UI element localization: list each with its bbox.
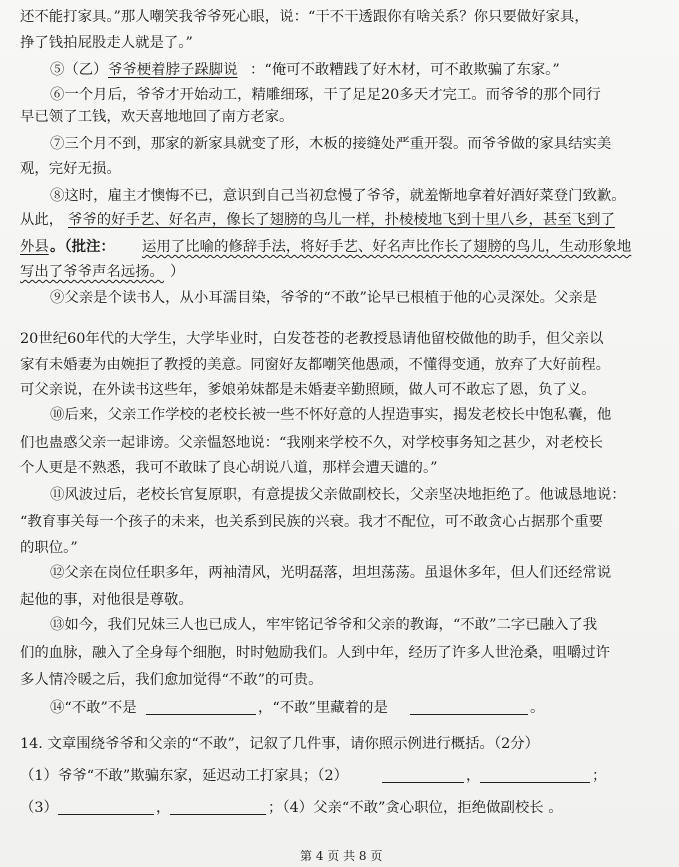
line-text: 挣了钱拍屁股走人就是了。” [20,35,193,51]
line-text: ； [592,768,607,784]
question-14-prompt: 14. 文章围绕爷爷和父亲的“不敢”，记叙了几件事，请你照示例进行概括。（2分） [20,736,540,752]
line-text: ， [156,800,171,816]
line-text: 。 [530,700,545,716]
answer-blank[interactable] [382,768,464,783]
page-number: 第 4 页 共 8 页 [300,849,383,863]
line-text: ⑨父亲是个读书人，从小耳濡目染，爷爷的“不敢”论早已根植于他的心灵深处。父亲是 [50,290,598,306]
line-text: ⑦三个月不到，那家的新家具就变了形，木板的接缝处严重开裂。而爷爷做的家具结实美 [50,136,612,152]
line-text: 从此， [20,212,64,228]
line-text: 的职位。” [20,540,78,556]
line-text: 起他的事，对他很是尊敬。 [20,592,193,608]
line-text: ⑬如今，我们兄妹三人也已成人，牢牢铭记爷爷和父亲的教诲，“不敢”二字已融入了我 [50,617,598,633]
line-text: ；（4）父亲“不敢”贪心职位，拒绝做副校长 。 [268,800,563,816]
line-text: ） [170,264,185,280]
line-text: （1）爷爷“不敢”欺骗东家，延迟动工打家具；（2） [20,768,349,784]
line-text: 家有未婚妻为由婉拒了教授的美意。同窗好友都嘲笑他愚顽，不懂得变通，放弃了大好前程。 [20,357,611,373]
line-text: 还不能打家具。”那人嘲笑我爷爷死心眼，说：“干不干透跟你有啥关系？你只要做好家具， [20,9,589,25]
line-text: 早已领了工钱，欢天喜地地回了南方老家。 [20,109,294,125]
annotation-text: 运用了比喻的修辞手法，将好手艺、好名声比作长了翅膀的鸟儿，生动形象地 [142,239,632,255]
underlined-word: 外县 [20,239,49,255]
line-text: ⑧这时，雇主才懊悔不已，意识到自己当初怠慢了爷爷，就羞惭地拿着好酒好菜登门致歉。 [50,188,626,204]
answer-blank[interactable] [480,768,590,783]
line-text: 多人情冷暖之后，我们愈加觉得“不敢”的可贵。 [20,672,323,688]
line-text: （3） [20,800,58,816]
line-text: 可父亲说，在外读书这些年，爹娘弟妹都是未婚妻辛勤照顾，做人可不敢忘了恩，负了义。 [20,382,596,398]
line-text: ⑩后来，父亲工作学校的老校长被一些不怀好意的人捏造事实，揭发老校长中饱私囊，他 [50,407,612,423]
annotation-label: 。（批注： [50,238,115,255]
annotation-text: 写出了爷爷声名远扬。 [20,264,164,280]
line-text: 们也蛊惑父亲一起诽谤。父亲愠怒地说：“我刚来学校不久，对学校事务知之甚少，对老校长 [20,435,603,451]
answer-blank[interactable] [146,700,256,715]
line-text: 观，完好无损。 [20,161,121,177]
line-text: “教育事关每一个孩子的未来，也关系到民族的兴衰。我才不配位，可不敢贪心占据那个重要 [20,514,603,530]
line-text: ⑥一个月后，爷爷才开始动工，精雕细琢，干了足足20多天才完工。而爷爷的那个同行 [50,87,601,103]
line-text: 20世纪60年代的大学生，大学毕业时，白发苍苍的老教授恳请他留校做他的助手，但父亲以 [20,331,604,347]
line-text: ⑫父亲在岗位任职多年，两袖清风，光明磊落，坦坦荡荡。虽退休多年，但人们还经常说 [50,565,612,581]
line-text: 们的血脉，融入了全身每个细胞，时时勉励我们。人到中年，经历了许多人世沧桑，咀嚼过许 [20,645,611,661]
underlined-sentence: 爷爷的好手艺、好名声，像长了翅膀的鸟儿一样，扑棱棱地飞到十里八乡，甚至飞到了 [68,212,615,228]
line-text: 个人更是不熟悉，我可不敢昧了良心胡说八道，那样会遭天谴的。” [20,460,438,476]
line-text: ⑤（乙） [50,62,108,78]
answer-blank[interactable] [410,700,528,715]
answer-blank[interactable] [58,800,154,815]
underlined-phrase: 爷爷梗着脖子跺脚说 [108,62,238,78]
line-text: ⑪风波过后，老校长官复原职，有意提拔父亲做副校长，父亲坚决地拒绝了。他诚恳地说： [50,487,626,503]
line-text: ⑭“不敢”不是 [50,700,137,716]
line-text: ：“俺可不敢糟践了好木材，可不敢欺骗了东家。” [250,62,560,78]
answer-blank[interactable] [170,800,266,815]
line-text: ，“不敢”里藏着的是 [258,700,388,716]
line-text: ， [466,768,481,784]
